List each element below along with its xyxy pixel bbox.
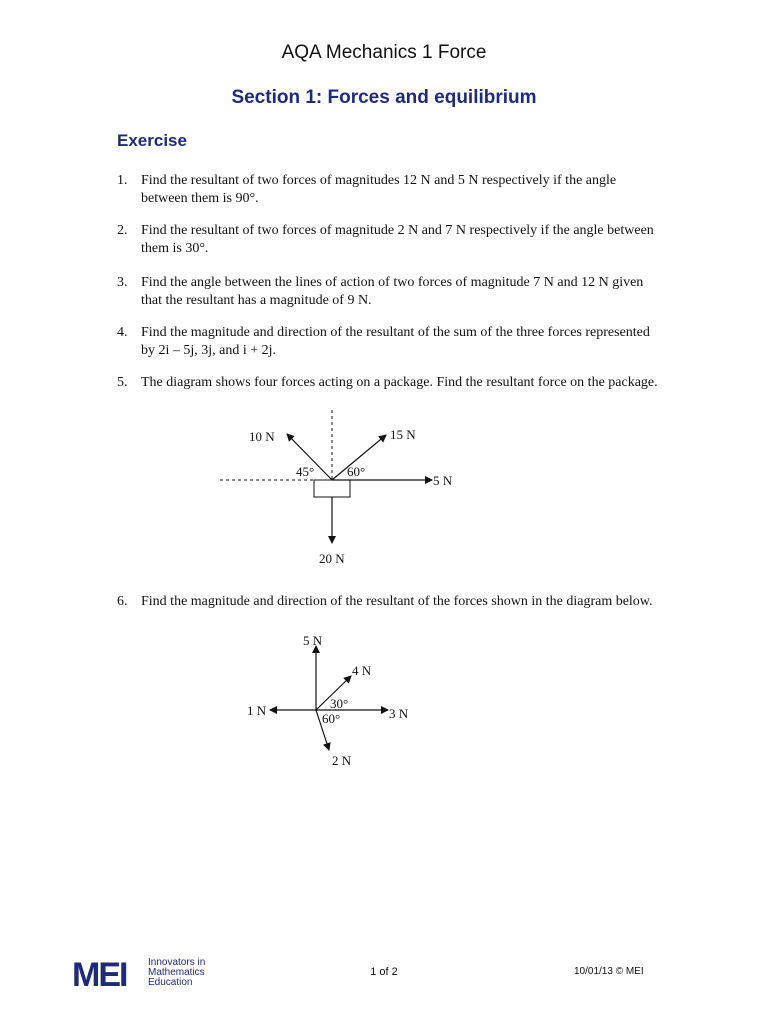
question-text: Find the magnitude and direction of the resultant of the sum of the three forces represented by 2i – 5j, 3j, and i + 2j. [141, 325, 650, 358]
angle-label-45: 45° [296, 464, 315, 479]
question-text: Find the angle between the lines of action of two forces of magnitude 7 N and 12 N given that the resultant has a magnitude of 9 N. [141, 275, 644, 308]
question-number: 3. [117, 275, 128, 290]
question-number: 4. [117, 325, 128, 340]
angle-label-60: 60° [347, 464, 366, 479]
label-4n: 4 N [352, 663, 372, 678]
question-number: 5. [117, 375, 128, 390]
question-number: 1. [117, 173, 128, 188]
footer-date: 10/01/13 © MEI [574, 966, 644, 977]
label-2n: 2 N [332, 753, 352, 768]
package-force-diagram [200, 405, 480, 575]
question-text: Find the magnitude and direction of the resultant of the forces shown in the diagram below. [141, 594, 653, 609]
page-title: AQA Mechanics 1 Force [281, 42, 487, 63]
five-force-diagram [240, 630, 420, 775]
question-number: 2. [117, 223, 128, 238]
exercise-heading: Exercise [117, 131, 187, 150]
label-5n: 5 N [303, 633, 323, 648]
label-10n: 10 N [249, 429, 275, 444]
page-number: 1 of 2 [370, 966, 398, 978]
label-5n: 5 N [433, 473, 453, 488]
logo-line: Mathematics [148, 967, 205, 978]
angle-label-30: 30° [330, 696, 349, 711]
label-20n: 20 N [319, 551, 345, 566]
logo-line: Innovators in [148, 957, 206, 968]
question-text: The diagram shows four forces acting on a package. Find the resultant force on the package. [141, 375, 658, 390]
question-number: 6. [117, 594, 128, 609]
section-heading: Section 1: Forces and equilibrium [231, 87, 537, 108]
question-text: Find the resultant of two forces of magnitudes 12 N and 5 N respectively if the angle between them is 90°. [141, 173, 617, 206]
angle-label-60: 60° [322, 711, 341, 726]
logo-letters: MEI [72, 957, 127, 989]
label-1n: 1 N [247, 703, 267, 718]
logo-line: Education [148, 977, 193, 988]
label-3n: 3 N [389, 706, 409, 721]
label-15n: 15 N [390, 427, 416, 442]
question-text: Find the resultant of two forces of magnitude 2 N and 7 N respectively if the angle between them is 30°. [141, 223, 654, 256]
package-box [314, 480, 350, 497]
